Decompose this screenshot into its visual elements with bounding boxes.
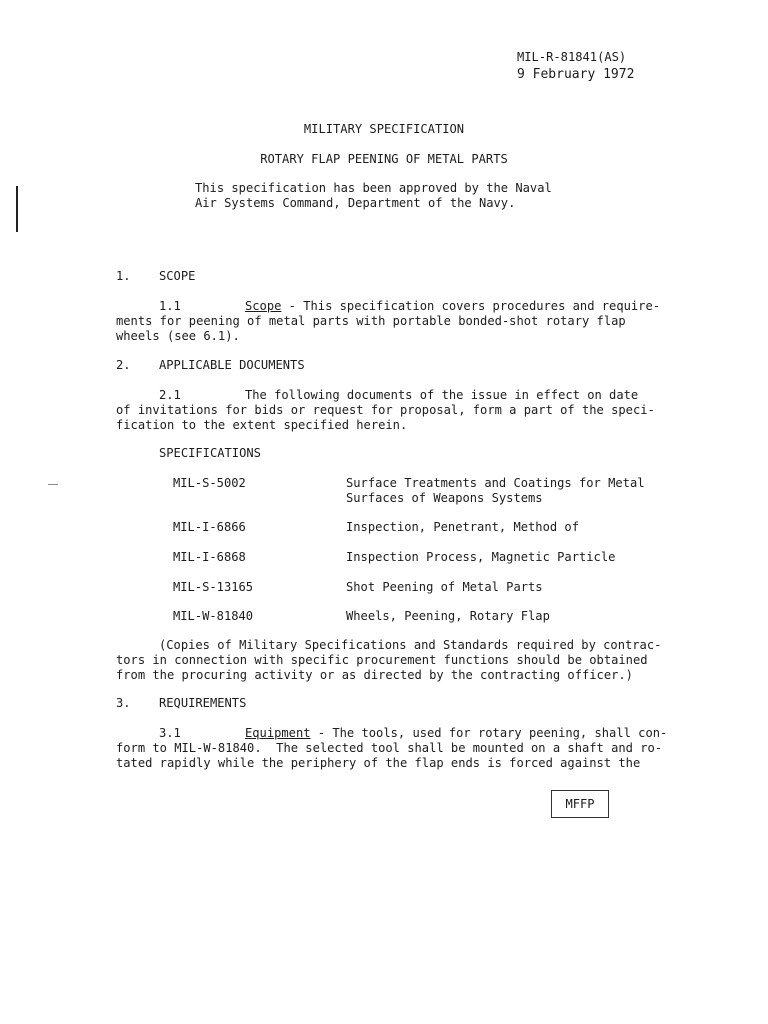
spec-id: MIL-I-6866 bbox=[173, 520, 246, 534]
document-number: MIL-R-81841(AS) bbox=[517, 50, 627, 64]
margin-tick-mark bbox=[48, 484, 58, 485]
para-2-1-number: 2.1 bbox=[159, 388, 181, 402]
para-3-1-number: 3.1 bbox=[159, 726, 181, 740]
spec-id: MIL-S-5002 bbox=[173, 476, 246, 490]
document-date: 9 February 1972 bbox=[517, 67, 635, 82]
spec-id: MIL-S-13165 bbox=[173, 580, 254, 594]
specifications-heading: SPECIFICATIONS bbox=[159, 446, 261, 460]
margin-change-bar bbox=[16, 186, 18, 232]
para-2-1-line-2: of invitations for bids or request for proposal, form a part of the speci- bbox=[116, 403, 655, 417]
section-1-title: SCOPE bbox=[159, 269, 196, 283]
copies-note-line-2: tors in connection with specific procurement functions should be obtained bbox=[116, 653, 648, 667]
para-1-1-text: - This specification covers procedures and require- bbox=[281, 299, 661, 313]
para-1-1-line-3: wheels (see 6.1). bbox=[116, 329, 240, 343]
spec-id: MIL-W-81840 bbox=[173, 609, 254, 623]
spec-description: Inspection Process, Magnetic Particle bbox=[346, 550, 616, 564]
para-3-1-heading: Equipment bbox=[245, 726, 311, 740]
para-3-1-line-3: tated rapidly while the periphery of the flap ends is forced against the bbox=[116, 756, 641, 770]
spec-description: Shot Peening of Metal Parts bbox=[346, 580, 543, 594]
para-2-1-line-1: The following documents of the issue in effect on date bbox=[245, 388, 639, 402]
spec-subject-title: ROTARY FLAP PEENING OF METAL PARTS bbox=[260, 152, 508, 166]
section-2-number: 2. bbox=[116, 358, 131, 372]
para-3-1-line-1 bbox=[245, 726, 667, 741]
spec-description: Inspection, Penetrant, Method of bbox=[346, 520, 579, 534]
para-2-1-line-3: fication to the extent specified herein. bbox=[116, 418, 408, 432]
spec-id: MIL-I-6868 bbox=[173, 550, 246, 564]
section-3-number: 3. bbox=[116, 696, 131, 710]
approval-line-2: Air Systems Command, Department of the Navy. bbox=[195, 196, 516, 210]
para-1-1-number: 1.1 bbox=[159, 299, 181, 313]
section-3-title: REQUIREMENTS bbox=[159, 696, 247, 710]
spec-type-title: MILITARY SPECIFICATION bbox=[303, 122, 465, 136]
approval-line-1: This specification has been approved by the Naval bbox=[195, 181, 552, 195]
spec-description-cont: Surfaces of Weapons Systems bbox=[346, 491, 543, 505]
fsc-code-box bbox=[551, 790, 609, 818]
para-1-1-heading: Scope bbox=[245, 299, 282, 313]
para-1-1-line-1 bbox=[245, 299, 660, 314]
para-3-1-text: - The tools, used for rotary peening, shall con- bbox=[310, 726, 668, 740]
spec-description: Surface Treatments and Coatings for Metal bbox=[346, 476, 645, 490]
section-2-title: APPLICABLE DOCUMENTS bbox=[159, 358, 305, 372]
fsc-code: MFFP bbox=[565, 796, 595, 811]
copies-note-line-3: from the procuring activity or as directed by the contracting officer.) bbox=[116, 668, 633, 682]
section-1-number: 1. bbox=[116, 269, 131, 283]
copies-note-line-1: (Copies of Military Specifications and Standards required by contrac- bbox=[159, 638, 662, 652]
para-3-1-line-2: form to MIL-W-81840. The selected tool shall be mounted on a shaft and ro- bbox=[116, 741, 663, 755]
spec-description: Wheels, Peening, Rotary Flap bbox=[346, 609, 550, 623]
para-1-1-line-2: ments for peening of metal parts with portable bonded-shot rotary flap bbox=[116, 314, 626, 328]
